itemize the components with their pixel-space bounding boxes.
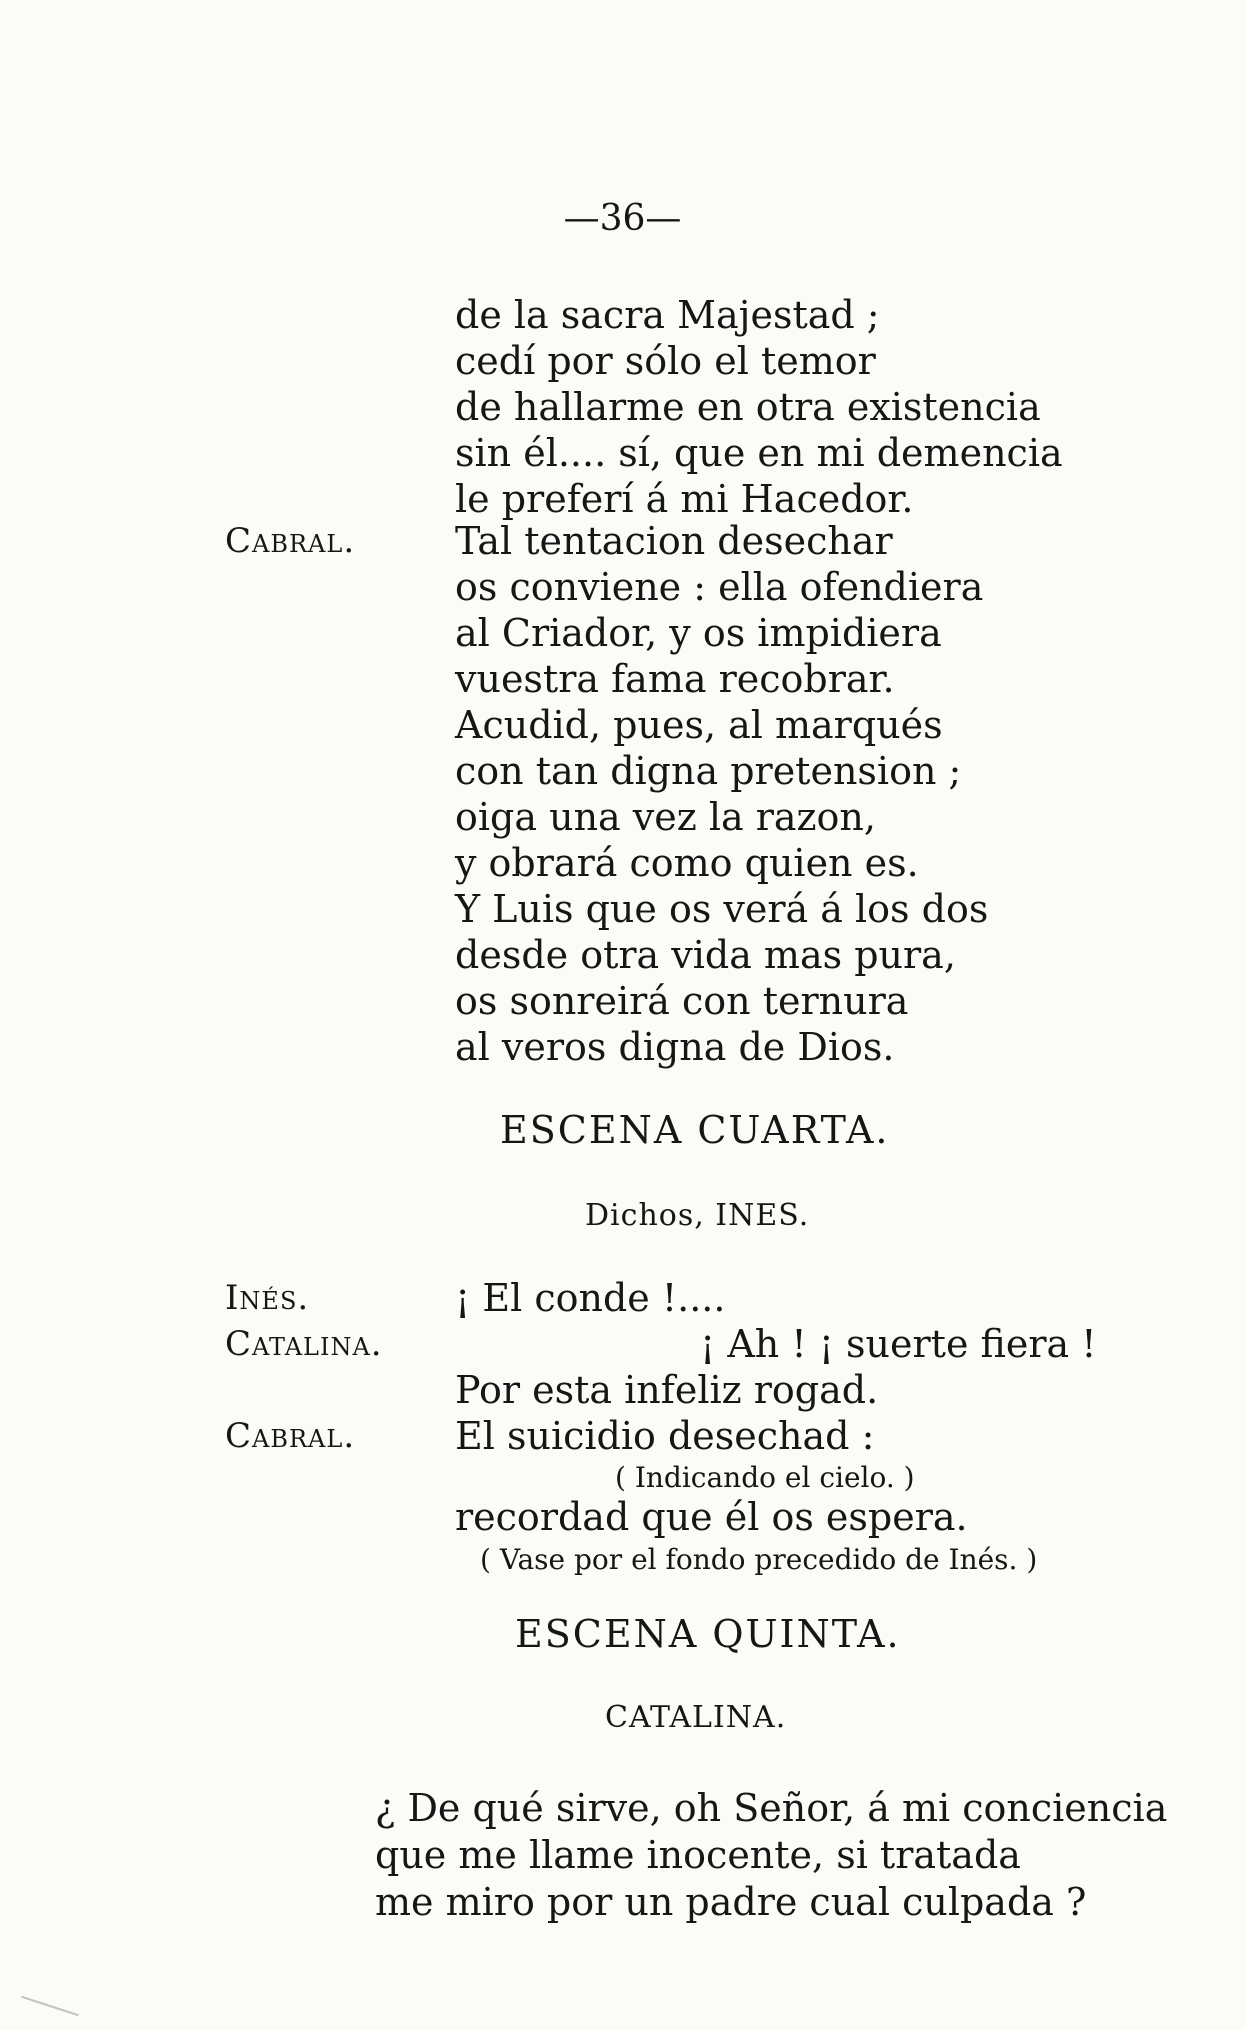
scene-cast: Dichos, INES. — [585, 1198, 810, 1233]
verse-line: cedí por sólo el temor — [455, 339, 876, 383]
scan-mark — [21, 1996, 79, 2016]
verse-line: os sonreirá con ternura — [455, 979, 909, 1023]
verse-line: os conviene : ella ofendiera — [455, 565, 984, 609]
verse-line: Y Luis que os verá á los dos — [455, 887, 989, 931]
verse-line: de hallarme en otra existencia — [455, 385, 1041, 429]
verse-line: que me llame inocente, si tratada — [375, 1833, 1021, 1877]
dialogue-line: ¡ Ah ! ¡ suerte fiera ! — [700, 1322, 1097, 1366]
verse-line: de la sacra Majestad ; — [455, 293, 880, 337]
scene-heading: ESCENA QUINTA. — [515, 1612, 901, 1656]
stage-direction: ( Vase por el fondo precedido de Inés. ) — [480, 1543, 1038, 1576]
verse-line: al Criador, y os impidiera — [455, 611, 942, 655]
verse-line: y obrará como quien es. — [455, 841, 919, 885]
stage-direction: ( Indicando el cielo. ) — [615, 1461, 915, 1494]
verse-line: sin él.... sí, que en mi demencia — [455, 431, 1063, 475]
speaker-catalina: Catalina. — [225, 1324, 383, 1364]
verse-line: me miro por un padre cual culpada ? — [375, 1880, 1087, 1924]
verse-line: vuestra fama recobrar. — [455, 657, 895, 701]
verse-line: le preferí á mi Hacedor. — [455, 477, 914, 521]
dialogue-line: Por esta infeliz rogad. — [455, 1368, 879, 1412]
verse-line: al veros digna de Dios. — [455, 1025, 895, 1069]
page-number: —36— — [563, 198, 682, 239]
dialogue-line: recordad que él os espera. — [455, 1495, 968, 1539]
verse-line: Tal tentacion desechar — [455, 519, 893, 563]
verse-line: oiga una vez la razon, — [455, 795, 876, 839]
dialogue-line: El suicidio desechad : — [455, 1414, 875, 1458]
verse-line: desde otra vida mas pura, — [455, 933, 956, 977]
speaker-cabral: Cabral. — [225, 1416, 356, 1456]
scene-heading: ESCENA CUARTA. — [500, 1108, 890, 1152]
verse-line: Acudid, pues, al marqués — [455, 703, 943, 747]
dialogue-line: ¡ El conde !.... — [455, 1276, 726, 1320]
speaker-ines: Inés. — [225, 1278, 310, 1318]
speaker-cabral: Cabral. — [225, 521, 356, 561]
scene-cast: CATALINA. — [605, 1700, 787, 1735]
verse-line: con tan digna pretension ; — [455, 749, 962, 793]
verse-line: ¿ De qué sirve, oh Señor, á mi conciencia — [375, 1786, 1168, 1830]
